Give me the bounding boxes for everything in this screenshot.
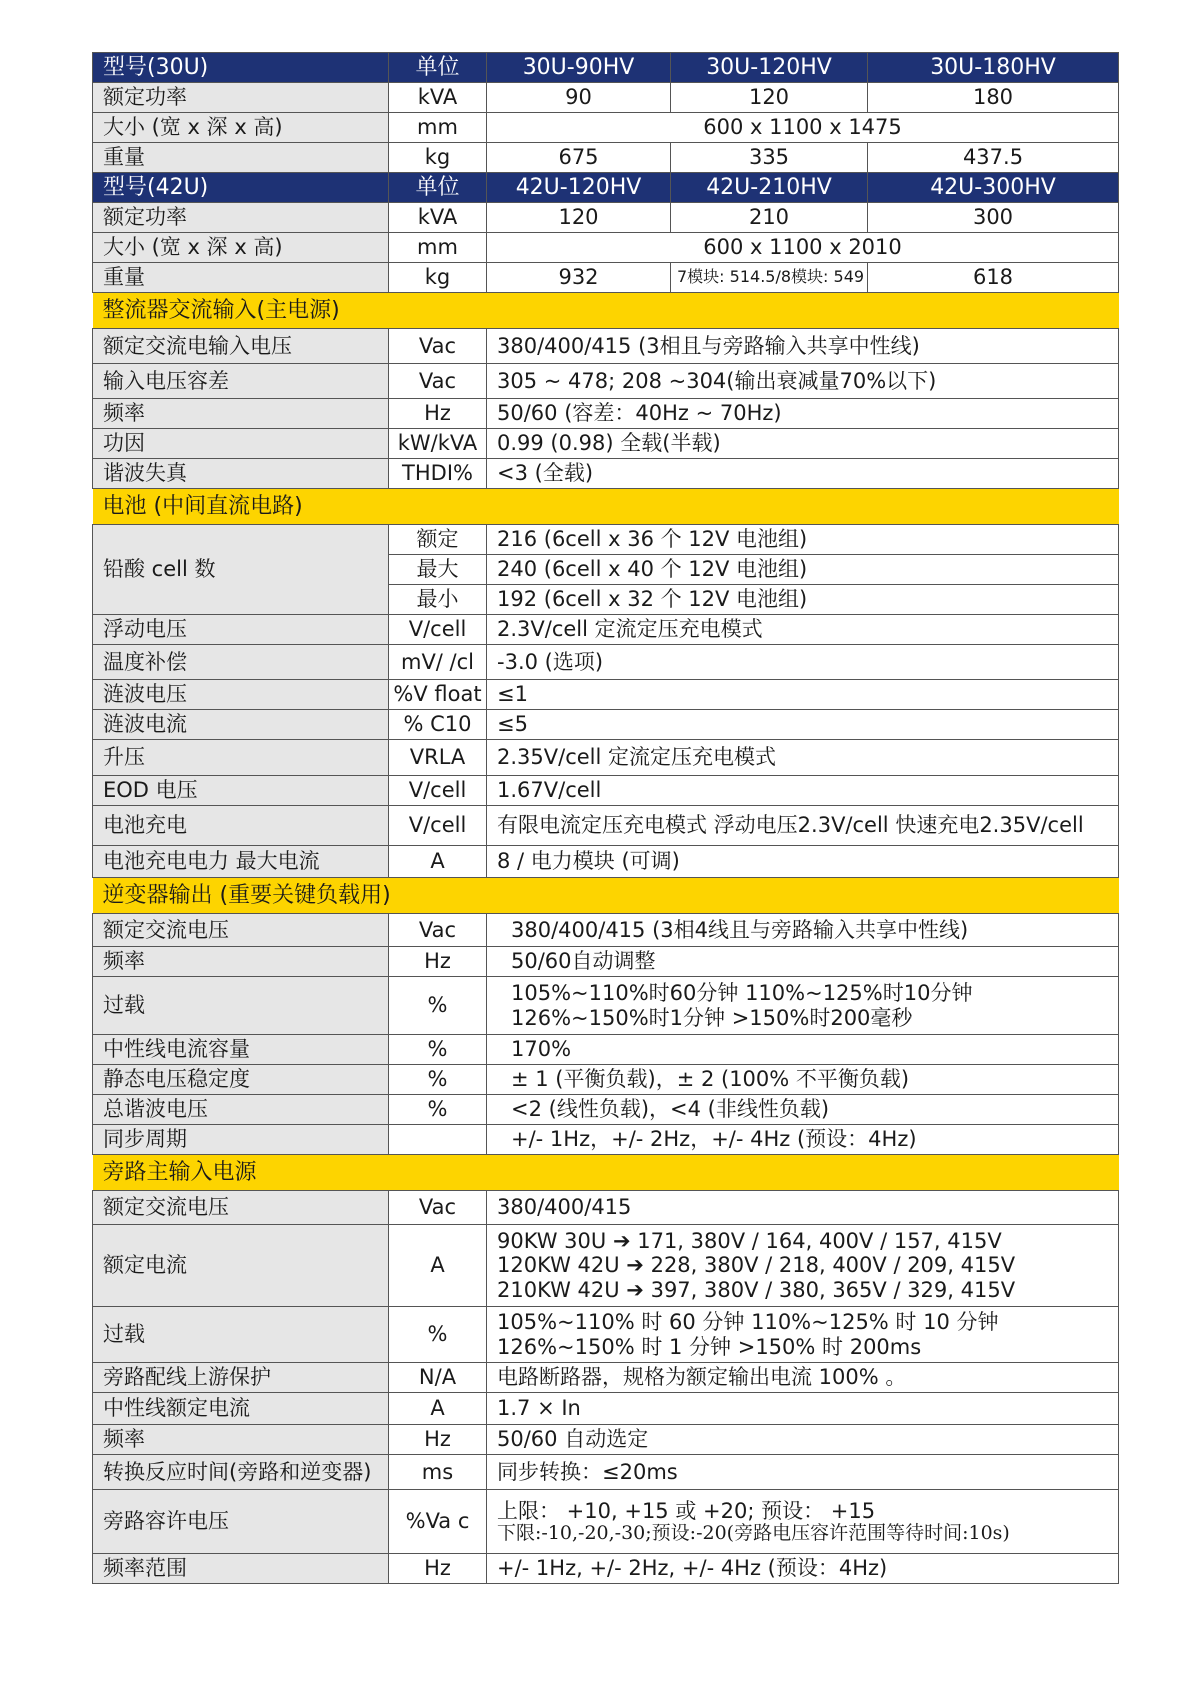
section-header: [93, 1155, 1119, 1191]
spec-table: [92, 52, 1119, 1584]
row-value: <2 (线性负载)，<4 (非线性负载): [487, 1095, 1119, 1125]
row-label: 转换反应时间(旁路和逆变器): [93, 1455, 389, 1490]
spec-row: [93, 1095, 1119, 1125]
row-unit: %: [389, 1065, 487, 1095]
row-value: [487, 977, 1119, 1035]
spec-row: [93, 1425, 1119, 1455]
row-label: 旁路配线上游保护: [93, 1363, 389, 1393]
spec-row: [93, 1035, 1119, 1065]
model42-header-unit: 单位: [389, 173, 487, 203]
overload-line: 105%~110%时60分钟 110%~125%时10分钟: [511, 981, 973, 1006]
model42-header-b: 42U-210HV: [671, 173, 868, 203]
model30-header-c: 30U-180HV: [868, 53, 1119, 83]
row-unit: Hz: [389, 1554, 487, 1584]
row-value: 有限电流定压充电模式 浮动电压2.3V/cell 快速充电2.35V/cell: [487, 806, 1119, 846]
row-unit: [389, 1125, 487, 1155]
row-value: 192 (6cell x 32 个 12V 电池组): [487, 585, 1119, 615]
row-value: 618: [868, 263, 1119, 293]
spec-sheet: [92, 52, 1118, 1584]
row-value: 2.35V/cell 定流定压充电模式: [487, 740, 1119, 776]
spec-row: [93, 1455, 1119, 1490]
row-label: 过载: [93, 1307, 389, 1363]
row-unit: kVA: [389, 83, 487, 113]
spec-row: [93, 806, 1119, 846]
row-unit: Hz: [389, 399, 487, 429]
model42-size-row: [93, 233, 1119, 263]
row-value: 300: [868, 203, 1119, 233]
row-unit: 最小: [389, 585, 487, 615]
row-label: 大小 (宽 x 深 x 高): [93, 113, 389, 143]
row-unit: mm: [389, 113, 487, 143]
row-label: 涟波电压: [93, 680, 389, 710]
row-value: <3 (全载): [487, 459, 1119, 489]
row-label: 频率: [93, 399, 389, 429]
row-value: ≤1: [487, 680, 1119, 710]
row-value: 170%: [487, 1035, 1119, 1065]
row-unit: %Va c: [389, 1490, 487, 1554]
row-value: 90: [487, 83, 671, 113]
row-value: 120: [671, 83, 868, 113]
row-value: 1.67V/cell: [487, 776, 1119, 806]
spec-row: [93, 977, 1119, 1035]
row-label: 中性线额定电流: [93, 1393, 389, 1425]
row-value: 380/400/415: [487, 1191, 1119, 1225]
row-value: [487, 1307, 1119, 1363]
row-unit: % C10: [389, 710, 487, 740]
row-value: 675: [487, 143, 671, 173]
row-value: 240 (6cell x 40 个 12V 电池组): [487, 555, 1119, 585]
row-label: EOD 电压: [93, 776, 389, 806]
spec-row: [93, 364, 1119, 399]
tolerance-line: 下限:-10,-20,-30;预设:-20(旁路电压容许范围等待时间:10s): [497, 1521, 1010, 1544]
row-unit: ms: [389, 1455, 487, 1490]
row-unit: Vac: [389, 914, 487, 947]
row-value: 210: [671, 203, 868, 233]
row-label: 铅酸 cell 数: [93, 525, 389, 615]
section-header: [93, 489, 1119, 525]
model42-header-row: [93, 173, 1119, 203]
row-value: 335: [671, 143, 868, 173]
row-label: 同步周期: [93, 1125, 389, 1155]
row-label: 重量: [93, 143, 389, 173]
row-label: 重量: [93, 263, 389, 293]
row-unit: Vac: [389, 329, 487, 364]
row-value: 932: [487, 263, 671, 293]
row-unit: 最大: [389, 555, 487, 585]
spec-row: [93, 776, 1119, 806]
tolerance-line: 上限： +10, +15 或 +20; 预设： +15: [497, 1498, 876, 1523]
row-unit: mm: [389, 233, 487, 263]
current-line: 90KW 30U ➔ 171, 380V / 164, 400V / 157, 415V: [497, 1229, 1002, 1254]
spec-row: [93, 1393, 1119, 1425]
spec-row: [93, 429, 1119, 459]
row-value: ± 1 (平衡负载)，± 2 (100% 不平衡负载): [487, 1065, 1119, 1095]
model30-weight-row: [93, 143, 1119, 173]
spec-row: [93, 1554, 1119, 1584]
row-unit: V/cell: [389, 776, 487, 806]
model30-header-a: 30U-90HV: [487, 53, 671, 83]
section-title-battery: 电池 (中间直流电路): [93, 489, 1119, 525]
row-value: 同步转换：≤20ms: [487, 1455, 1119, 1490]
row-unit: %: [389, 1307, 487, 1363]
row-label: 中性线电流容量: [93, 1035, 389, 1065]
row-value: 电路断路器，规格为额定输出电流 100% 。: [487, 1363, 1119, 1393]
row-value: 2.3V/cell 定流定压充电模式: [487, 615, 1119, 645]
overload-line: 105%~110% 时 60 分钟 110%~125% 时 10 分钟: [497, 1310, 999, 1335]
row-unit: V/cell: [389, 806, 487, 846]
spec-row: [93, 1307, 1119, 1363]
row-value: 305 ~ 478; 208 ~304(输出衰减量70%以下): [487, 364, 1119, 399]
row-value: 50/60自动调整: [487, 947, 1119, 977]
row-unit: %: [389, 1035, 487, 1065]
row-unit: Vac: [389, 1191, 487, 1225]
row-value: 600 x 1100 x 2010: [487, 233, 1119, 263]
row-label: 额定电流: [93, 1225, 389, 1307]
current-line: 210KW 42U ➔ 397, 380V / 380, 365V / 329, 415V: [497, 1277, 1016, 1302]
row-label: 温度补偿: [93, 645, 389, 680]
row-unit: kW/kVA: [389, 429, 487, 459]
model42-header-model: 型号(42U): [93, 173, 389, 203]
model42-weight-row: [93, 263, 1119, 293]
row-label: 升压: [93, 740, 389, 776]
row-value: [487, 1490, 1119, 1554]
row-unit: mV/ /cl: [389, 645, 487, 680]
spec-row: [93, 645, 1119, 680]
model30-header-model: 型号(30U): [93, 53, 389, 83]
row-value: [487, 1225, 1119, 1307]
row-unit: V/cell: [389, 615, 487, 645]
section-title-rectifier: 整流器交流输入(主电源): [93, 293, 1119, 329]
row-label: 频率: [93, 1425, 389, 1455]
section-title-bypass: 旁路主输入电源: [93, 1155, 1119, 1191]
spec-row: [93, 710, 1119, 740]
spec-row: [93, 459, 1119, 489]
model42-header-a: 42U-120HV: [487, 173, 671, 203]
row-unit: kg: [389, 263, 487, 293]
row-label: 功因: [93, 429, 389, 459]
section-title-inverter: 逆变器输出 (重要关键负载用): [93, 878, 1119, 914]
spec-row: [93, 1191, 1119, 1225]
model30-header-b: 30U-120HV: [671, 53, 868, 83]
row-unit: THDI%: [389, 459, 487, 489]
model30-header-row: [93, 53, 1119, 83]
row-unit: VRLA: [389, 740, 487, 776]
row-unit: %: [389, 977, 487, 1035]
row-label: 旁路容许电压: [93, 1490, 389, 1554]
row-label: 总谐波电压: [93, 1095, 389, 1125]
row-label: 过载: [93, 977, 389, 1035]
spec-row: [93, 846, 1119, 878]
row-value: +/- 1Hz, +/- 2Hz, +/- 4Hz (预设：4Hz): [487, 1554, 1119, 1584]
row-label: 输入电压容差: [93, 364, 389, 399]
row-label: 频率范围: [93, 1554, 389, 1584]
row-label: 电池充电: [93, 806, 389, 846]
row-label: 额定功率: [93, 83, 389, 113]
model42-header-c: 42U-300HV: [868, 173, 1119, 203]
row-value: 600 x 1100 x 1475: [487, 113, 1119, 143]
spec-row: [93, 615, 1119, 645]
row-value: 1.7 × In: [487, 1393, 1119, 1425]
row-unit: Hz: [389, 947, 487, 977]
row-label: 额定功率: [93, 203, 389, 233]
spec-row: [93, 914, 1119, 947]
row-label: 额定交流电压: [93, 914, 389, 947]
row-value: 216 (6cell x 36 个 12V 电池组): [487, 525, 1119, 555]
row-label: 电池充电电力 最大电流: [93, 846, 389, 878]
row-label: 谐波失真: [93, 459, 389, 489]
row-label: 静态电压稳定度: [93, 1065, 389, 1095]
row-value: 50/60 (容差：40Hz ~ 70Hz): [487, 399, 1119, 429]
spec-row: [93, 1065, 1119, 1095]
spec-row: [93, 1490, 1119, 1554]
model42-power-row: [93, 203, 1119, 233]
model30-size-row: [93, 113, 1119, 143]
section-header: [93, 878, 1119, 914]
row-value: 50/60 自动选定: [487, 1425, 1119, 1455]
row-value: 8 / 电力模块 (可调): [487, 846, 1119, 878]
model30-power-row: [93, 83, 1119, 113]
row-value: 120: [487, 203, 671, 233]
overload-line: 126%~150%时1分钟 >150%时200毫秒: [511, 1005, 913, 1030]
row-unit: A: [389, 1225, 487, 1307]
row-unit: %: [389, 1095, 487, 1125]
current-line: 120KW 42U ➔ 228, 380V / 218, 400V / 209, 415V: [497, 1253, 1016, 1278]
row-value: 180: [868, 83, 1119, 113]
overload-line: 126%~150% 时 1 分钟 >150% 时 200ms: [497, 1334, 922, 1359]
row-value: 0.99 (0.98) 全载(半载): [487, 429, 1119, 459]
row-value: 380/400/415 (3相4线且与旁路输入共享中性线): [487, 914, 1119, 947]
spec-row: [93, 399, 1119, 429]
spec-row: [93, 525, 1119, 555]
row-label: 额定交流电压: [93, 1191, 389, 1225]
row-unit: A: [389, 846, 487, 878]
row-value: 7模块: 514.5/8模块: 549: [671, 263, 868, 293]
spec-row: [93, 1125, 1119, 1155]
row-label: 频率: [93, 947, 389, 977]
row-label: 额定交流电输入电压: [93, 329, 389, 364]
spec-row: [93, 947, 1119, 977]
row-unit: Vac: [389, 364, 487, 399]
row-unit: kVA: [389, 203, 487, 233]
row-label: 涟波电流: [93, 710, 389, 740]
row-unit: A: [389, 1393, 487, 1425]
row-value: -3.0 (选项): [487, 645, 1119, 680]
spec-row: [93, 329, 1119, 364]
row-value: 437.5: [868, 143, 1119, 173]
section-header: [93, 293, 1119, 329]
row-value: +/- 1Hz，+/- 2Hz，+/- 4Hz (预设：4Hz): [487, 1125, 1119, 1155]
row-value: 380/400/415 (3相且与旁路输入共享中性线): [487, 329, 1119, 364]
row-unit: %V float: [389, 680, 487, 710]
row-label: 大小 (宽 x 深 x 高): [93, 233, 389, 263]
spec-row: [93, 1225, 1119, 1307]
spec-row: [93, 680, 1119, 710]
model30-header-unit: 单位: [389, 53, 487, 83]
row-value: ≤5: [487, 710, 1119, 740]
spec-row: [93, 740, 1119, 776]
row-unit: N/A: [389, 1363, 487, 1393]
spec-row: [93, 1363, 1119, 1393]
row-unit: 额定: [389, 525, 487, 555]
row-unit: kg: [389, 143, 487, 173]
row-unit: Hz: [389, 1425, 487, 1455]
row-label: 浮动电压: [93, 615, 389, 645]
